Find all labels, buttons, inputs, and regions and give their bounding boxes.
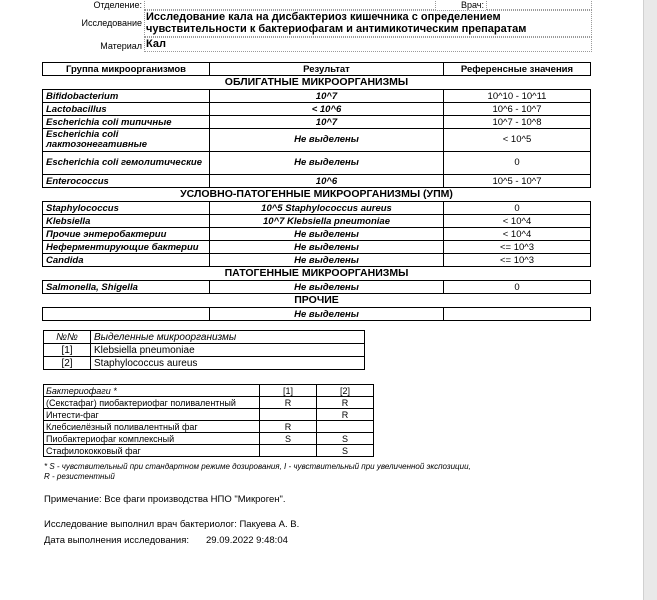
result-value: Не выделены [210, 129, 444, 152]
col-num-header: №№ [44, 331, 91, 344]
department-label: Отделение: [93, 0, 142, 10]
doctor-field [486, 0, 592, 10]
result-value: Не выделены [210, 228, 444, 241]
table-row [43, 202, 591, 215]
phage-note: Примечание: Все фаги производства НПО "Микроген". [44, 494, 286, 505]
table-row [43, 281, 591, 294]
table-row [43, 103, 591, 116]
organism-name: Escherichia coli лактозонегативные [43, 129, 210, 152]
department-field [144, 0, 436, 10]
result-value: Не выделены [210, 308, 444, 321]
table-row [43, 152, 591, 175]
phages-header-row [44, 385, 374, 397]
result-value: Не выделены [210, 281, 444, 294]
phages-table [43, 384, 374, 457]
material-label: Материал [100, 41, 142, 51]
table-row [44, 433, 374, 445]
reference-value: < 10^5 [444, 129, 591, 152]
sensitivity-1: R [260, 397, 317, 409]
isolate-name: Klebsiella pneumoniae [91, 344, 365, 357]
table-row [43, 129, 591, 152]
table-row [43, 116, 591, 129]
sensitivity-2: R [317, 409, 374, 421]
phage-footnote-1: * S - чувствительный при стандартном режиме дозирования, I - чувствительный при увеличенной экспозиции, [44, 462, 471, 471]
study-label: Исследование [81, 18, 142, 28]
table-row [44, 344, 365, 357]
reference-value: 10^7 - 10^8 [444, 116, 591, 129]
performed-by: Исследование выполнил врач бактериолог: Пакуева А. В. [44, 519, 300, 530]
section-other: ПРОЧИЕ [294, 294, 339, 306]
table-row [43, 215, 591, 228]
col-isolate1-header: [1] [260, 385, 317, 397]
organism-name: Salmonella, Shigella [43, 281, 210, 294]
col-phage-header: Бактериофаги * [44, 385, 260, 397]
results-table [42, 62, 591, 321]
organism-name: Staphylococcus [43, 202, 210, 215]
table-row [43, 175, 591, 188]
organism-name: Неферментирующие бактерии [43, 241, 210, 254]
result-value: 10^7 [210, 116, 444, 129]
sensitivity-1 [260, 409, 317, 421]
isolate-number: [2] [44, 357, 91, 370]
table-row [43, 241, 591, 254]
reference-value: < 10^4 [444, 228, 591, 241]
col-isolate2-header: [2] [317, 385, 374, 397]
result-value: Не выделены [210, 152, 444, 175]
isolate-number: [1] [44, 344, 91, 357]
phage-name: (Секстафаг) пиобактериофаг поливалентный [44, 397, 260, 409]
reference-value [444, 308, 591, 321]
study-value: Исследование кала на дисбактериоз кишечника с определением чувствительности к бактериофагам и антимикотическим препаратам [146, 11, 527, 35]
sensitivity-2: S [317, 445, 374, 457]
section-upm: УСЛОВНО-ПАТОГЕННЫЕ МИКРООРГАНИЗМЫ (УПМ) [180, 188, 453, 200]
section-pathogenic: ПАТОГЕННЫЕ МИКРООРГАНИЗМЫ [224, 267, 409, 279]
sensitivity-2 [317, 421, 374, 433]
col-name-header: Выделенные микроорганизмы [91, 331, 365, 344]
material-field [144, 37, 592, 52]
col-group-header: Группа микроорганизмов [43, 63, 210, 76]
organism-name [43, 308, 210, 321]
organism-name: Bifidobacterium [43, 90, 210, 103]
phage-name: Стафилококковый фаг [44, 445, 260, 457]
organism-name: Escherichia coli типичные [43, 116, 210, 129]
organism-name: Enterococcus [43, 175, 210, 188]
phage-name: Интести-фаг [44, 409, 260, 421]
isolate-name: Staphylococcus aureus [91, 357, 365, 370]
reference-value: < 10^4 [444, 215, 591, 228]
reference-value: 10^5 - 10^7 [444, 175, 591, 188]
doctor-label: Врач: [460, 0, 484, 10]
phage-name: Пиобактериофаг комплексный [44, 433, 260, 445]
table-row [44, 409, 374, 421]
table-row [44, 357, 365, 370]
table-row [43, 228, 591, 241]
date-value: 29.09.2022 9:48:04 [206, 535, 288, 546]
sensitivity-1: S [260, 433, 317, 445]
section-obligate: ОБЛИГАТНЫЕ МИКРООРГАНИЗМЫ [224, 76, 409, 88]
organism-name: Candida [43, 254, 210, 267]
reference-value: 0 [444, 281, 591, 294]
result-value: < 10^6 [210, 103, 444, 116]
isolated-header-row [44, 331, 365, 344]
date-label: Дата выполнения исследования: [44, 535, 189, 546]
viewer-scrollbar[interactable] [643, 0, 657, 600]
table-row [43, 90, 591, 103]
reference-value: 0 [444, 152, 591, 175]
result-value: 10^5 Staphylococcus aureus [210, 202, 444, 215]
sensitivity-1 [260, 445, 317, 457]
reference-value: 0 [444, 202, 591, 215]
result-value: Не выделены [210, 241, 444, 254]
organism-name: Klebsiella [43, 215, 210, 228]
organism-name: Прочие энтеробактерии [43, 228, 210, 241]
table-row [43, 308, 591, 321]
table-row [43, 254, 591, 267]
table-row [44, 445, 374, 457]
reference-value: 10^6 - 10^7 [444, 103, 591, 116]
sensitivity-1: R [260, 421, 317, 433]
col-result-header: Результат [210, 63, 444, 76]
material-value: Кал [146, 38, 166, 50]
table-row [44, 421, 374, 433]
col-ref-header: Референсные значения [444, 63, 591, 76]
result-value: 10^6 [210, 175, 444, 188]
results-header-row [43, 63, 591, 76]
isolated-organisms-table [43, 330, 365, 370]
result-value: Не выделены [210, 254, 444, 267]
sensitivity-2: R [317, 397, 374, 409]
phage-name: Клебсиелёзный поливалентный фаг [44, 421, 260, 433]
result-value: 10^7 Klebsiella pneumoniae [210, 215, 444, 228]
organism-name: Lactobacillus [43, 103, 210, 116]
sensitivity-2: S [317, 433, 374, 445]
reference-value: <= 10^3 [444, 241, 591, 254]
reference-value: 10^10 - 10^11 [444, 90, 591, 103]
reference-value: <= 10^3 [444, 254, 591, 267]
table-row [44, 397, 374, 409]
phage-footnote-2: R - резистентный [44, 472, 115, 481]
organism-name: Escherichia coli гемолитические [43, 152, 210, 175]
result-value: 10^7 [210, 90, 444, 103]
